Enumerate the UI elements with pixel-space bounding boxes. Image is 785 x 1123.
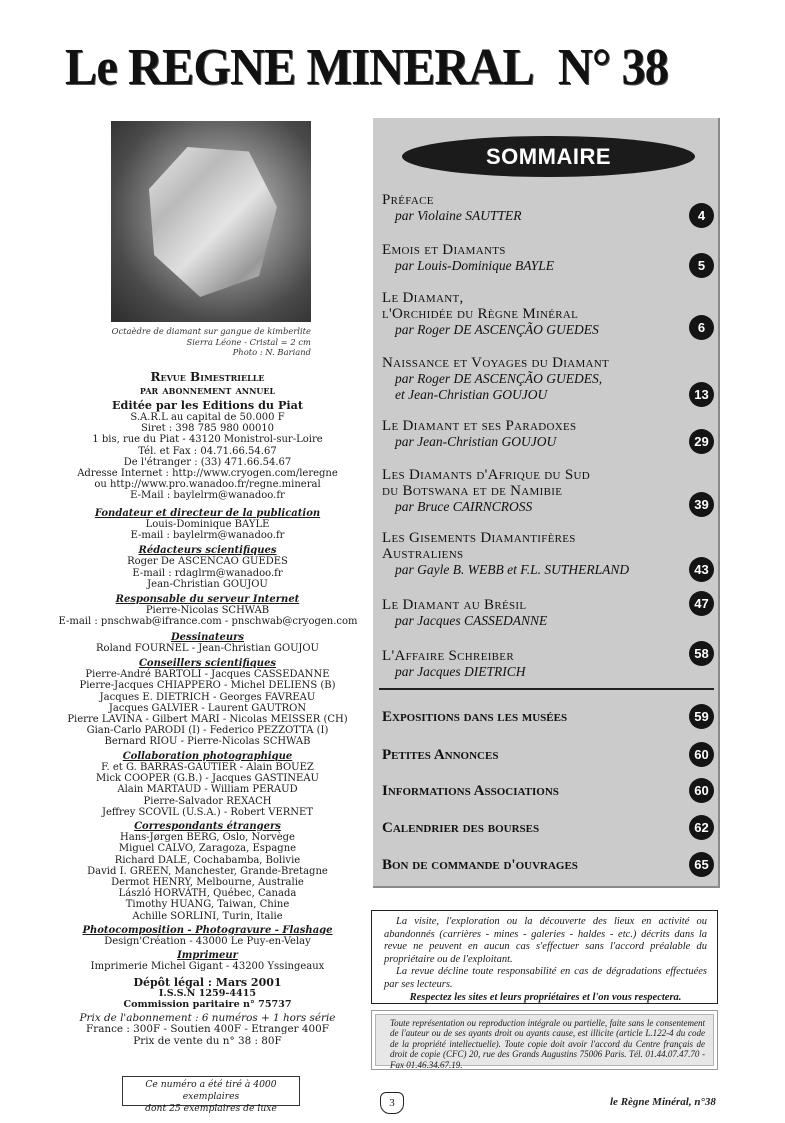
toc-article-title-line2[interactable]: du Botswana et de Namibie [382, 483, 563, 499]
toc-article-title[interactable]: Le Diamant et ses Paradoxes [382, 418, 577, 434]
photo-caption: Octaèdre de diamant sur gangue de kimberlite Sierra Léone - Cristal = 2 cm Photo : N. Bariand [111, 326, 311, 357]
toc-article-title[interactable]: Le Diamant au Brésil [382, 597, 527, 613]
toc-article-title[interactable]: Emois et Diamants [382, 242, 506, 258]
copyright-notice: Toute représentation ou reproduction intégrale ou partielle, faite sans le consentement de l'auteur ou de ses ayants droit ou ayants cause, est illicite (article L.122-4 du code de la propriété intellectuelle). Toute copie doit avoir l'accord du Centre français de droit de copie (CFC) 20, rue des Grands Augustins 75006 Paris. Tél. 01.44.07.47.70 - Fax 01.46.34.67.19. [371, 1010, 718, 1070]
toc-article-title-line2[interactable]: l'Orchidée du Règne Minéral [382, 306, 579, 322]
toc-rubric-title[interactable]: Petites Annonces [382, 747, 499, 763]
toc-article-author: par Louis-Dominique BAYLE [395, 258, 555, 273]
issue-number: N° 38 [557, 39, 668, 96]
editors-label: Rédacteurs scientifiques [138, 545, 277, 557]
toc-page-badge[interactable]: 65 [689, 852, 714, 877]
toc-article-author: par Jean-Christian GOUJOU [395, 434, 557, 449]
toc-article-title[interactable]: Les Gisements Diamantifères [382, 530, 576, 546]
toc-divider [379, 688, 714, 690]
toc-article-author: par Roger DE ASCENÇÃO GUEDES [395, 322, 599, 337]
toc-article-title-line2[interactable]: Australiens [382, 546, 464, 562]
advisors-label: Conseillers scientifiques [138, 658, 277, 670]
toc-rubric-title[interactable]: Calendrier des bourses [382, 820, 540, 836]
toc-article-title[interactable]: Le Diamant, [382, 290, 464, 306]
prepress-label: Photocomposition - Photogravure - Flashage [82, 924, 333, 936]
toc-page-badge[interactable]: 5 [689, 253, 714, 278]
toc-page-badge[interactable]: 60 [689, 742, 714, 767]
toc-page-badge[interactable]: 43 [689, 557, 714, 582]
print-run-box: Ce numéro a été tiré à 4000 exemplaires dont 25 exemplaires de luxe [122, 1076, 300, 1106]
toc-rubric-title[interactable]: Informations Associations [382, 783, 559, 799]
toc-article-title[interactable]: Naissance et Voyages du Diamant [382, 355, 610, 371]
publisher-block: Revue Bimestrielle par abonnement annuel Editée par les Editions du Piat S.A.R.L au capital de 50.000 F Siret : 398 785 980 00010 1 bis, rue du Piat - 43120 Monistrol-sur-Loire Tél. et Fax : 04.71.66.54.67 De l'étranger : (33) 471.66.54.67 Adresse Internet : http://www.cryogen.com/leregne ou http://www.pro.wanadoo.fr/regne.mineral E-Mail : baylelrm@wanadoo.fr Fondateur et directeur de la publication Louis-Dominique BAYLE E-mail : baylelrm@wanadoo.fr Rédacteurs scientifiques Roger De ASCENCAO GUEDES E-mail : rdaglrm@wanadoo.fr Jean-Christian GOUJOU Responsable du serveur Internet Pierre-Nicolas SCHWAB E-mail : pnschwab@ifrance.com - pnschwab@cryogen.com Dessinateurs Roland FOURNEL - Jean-Christian GOUJOU Conseillers scientifiques Pierre-André BARTOLI - Jacques CASSEDANNE Pierre-Jacques CHIAPPERO - Michel DELIENS (B) Jacques E. DIETRICH - Georges FAVREAU Jacques GALVIER - Laurent GAUTRON Pierre LAVINA - Gilbert MARI - Nicolas MEISSER (CH) Gian-Carlo PARODI (I) - Federico PEZZOTTA (I) Bernard RIOU - Pierre-Nicolas SCHWAB Collaboration photographique F. et G. BARRAS-GAUTIER - Alain BOUEZ Mick COOPER (G.B.) - Jacques GASTINEAU Alain MARTAUD - William PERAUD Pierre-Salvador REXACH Jeffrey SCOVIL (U.S.A.) - Robert VERNET Correspondants étrangers Hans-Jørgen BERG, Oslo, Norvège Miguel CALVO, Zaragoza, Espagne Richard DALE, Cochabamba, Bolivie David I. GREEN, Manchester, Grande-Bretagne Dermot HENRY, Melbourne, Australie László HORVÁTH, Québec, Canada Timothy HUANG, Taiwan, Chine Achille SORLINI, Turin, Italie Photocomposition - Photogravure - Flashage Design'Création - 43000 Le Puy-en-Velay Imprimeur Imprimerie Michel Gigant - 43200 Yssingeaux Dépôt légal : Mars 2001 I.S.S.N 1259-4415 Commission paritaire n° 75737 Prix de l'abonnement : 6 numéros + 1 hors série France : 300F - Soutien 400F - Etranger 400F Prix de vente du n° 38 : 80F [58, 370, 358, 1047]
photo-collab-label: Collaboration photographique [122, 750, 293, 762]
toc-page-badge[interactable]: 4 [689, 203, 714, 228]
toc-article-author: par Jacques CASSEDANNE [395, 613, 548, 628]
subscription-price: Prix de l'abonnement : 6 numéros + 1 hors série [79, 1012, 336, 1025]
toc-page-badge[interactable]: 60 [689, 778, 714, 803]
toc-article-author: par Violaine SAUTTER [395, 208, 522, 223]
web-label: Responsable du serveur Internet [115, 594, 300, 606]
toc-page-badge[interactable]: 62 [689, 815, 714, 840]
toc-page-badge[interactable]: 6 [689, 315, 714, 340]
diamond-crystal-image [149, 147, 277, 297]
cover-photo-diamond [111, 121, 311, 322]
toc-page-badge[interactable]: 59 [689, 704, 714, 729]
toc-article-title[interactable]: Préface [382, 192, 434, 208]
toc-page-badge[interactable]: 13 [689, 382, 714, 407]
toc-article-author: par Roger DE ASCENÇÃO GUEDES, [395, 371, 603, 386]
toc-rubric-title[interactable]: Bon de commande d'ouvrages [382, 857, 578, 873]
designers-label: Dessinateurs [171, 631, 244, 643]
toc-page-badge[interactable]: 58 [689, 641, 714, 666]
site-visit-notice: La visite, l'exploration ou la découverte des lieux en activité ou abandonnés (carrières - mines - galeries - haldes - etc.) décrits dans la revue ne peuvent en aucun cas s'effectuer sans l'accord préalable du propriétaire ou de l'exploitant. La revue décline toute responsabilité en cas de dégradations effectuées par ses lecteurs. Respectez les sites et leurs propriétaires et l'on vous respectera. [371, 910, 718, 1004]
toc-article-author: par Gayle B. WEBB et F.L. SUTHERLAND [395, 562, 630, 577]
correspondents-label: Correspondants étrangers [134, 820, 281, 832]
toc-article-title[interactable]: L'Affaire Schreiber [382, 648, 514, 664]
toc-page-badge[interactable]: 47 [689, 591, 714, 616]
magazine-title: Le REGNE MINERAL [65, 39, 534, 96]
masthead [65, 38, 679, 98]
toc-article-author: par Jacques DIETRICH [395, 664, 526, 679]
printer-label: Imprimeur [177, 950, 238, 962]
page-number: 3 [380, 1092, 404, 1114]
toc-heading: SOMMAIRE [402, 136, 695, 177]
toc-page-badge[interactable]: 29 [689, 429, 714, 454]
toc-page-badge[interactable]: 39 [689, 492, 714, 517]
toc-article-title[interactable]: Les Diamants d'Afrique du Sud [382, 467, 590, 483]
toc-article-author: par Bruce CAIRNCROSS [395, 499, 533, 514]
toc-article-author-line2: et Jean-Christian GOUJOU [395, 387, 548, 402]
running-title: le Règne Minéral, n°38 [610, 1096, 716, 1108]
toc-rubric-title[interactable]: Expositions dans les musées [382, 709, 568, 725]
founder-label: Fondateur et directeur de la publication [94, 507, 321, 519]
legal-deposit: Dépôt légal : Mars 2001 [133, 975, 282, 989]
